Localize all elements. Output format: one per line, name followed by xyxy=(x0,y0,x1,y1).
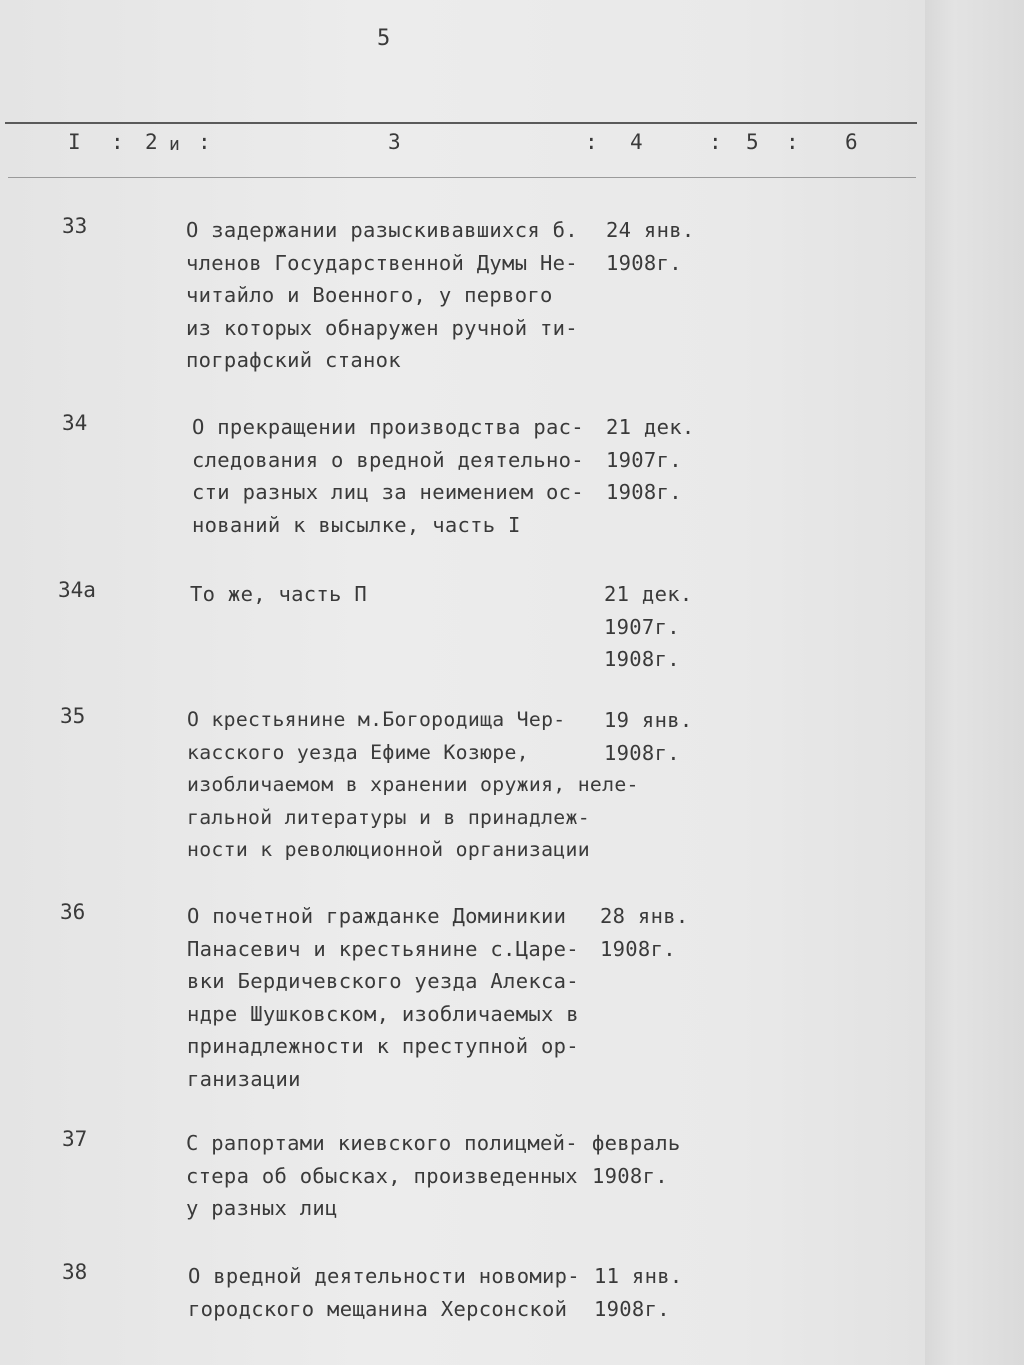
column-header-6: 6 xyxy=(845,130,858,154)
record-title: О крестьянине м.Богородища Чер- касского уезда Ефиме Козюре, изобличаемом в хранении оружия, неле- гальной литературы и в принадлеж- ности к революционной организации xyxy=(187,708,639,862)
column-header-1: I xyxy=(68,130,81,154)
record-number: 36 xyxy=(60,900,86,924)
column-header-3: 3 xyxy=(388,130,401,154)
record-title: То же, часть П xyxy=(190,582,367,606)
column-separator-3: : xyxy=(585,130,598,154)
record-title: О почетной гражданке Доминикии Панасевич и крестьянине с.Царе- вки Бердичевского уезда Алекса- ндре Шушковском, изобличаемых в принадлежности к преступной ор- ганизации xyxy=(187,904,579,1091)
record-dates: февраль 1908г. xyxy=(592,1131,681,1188)
record-title: О задержании разыскивавшихся б. членов Государственной Думы Не- читайло и Военного, у первого из которых обнаружен ручной ти- пографский станок xyxy=(186,218,578,373)
record-number: 34 xyxy=(62,411,88,435)
column-header-4: 4 xyxy=(630,130,643,154)
record-dates: 21 дек. 1907г. 1908г. xyxy=(606,415,695,505)
record-dates: 24 янв. 1908г. xyxy=(606,218,695,275)
column-separator-4: : xyxy=(709,130,722,154)
column-header-5: 5 xyxy=(746,130,759,154)
record-dates: 11 янв. 1908г. xyxy=(594,1264,683,1321)
page-number: 5 xyxy=(377,26,392,51)
record-number: 34а xyxy=(58,578,96,602)
header-rule-bottom xyxy=(8,177,916,178)
record-dates: 21 дек. 1907г. 1908г. xyxy=(604,582,693,672)
column-header-2-mark: и xyxy=(169,134,180,155)
header-rule-top xyxy=(5,122,917,124)
record-title: О прекращении производства рас- следования о вредной деятельно- сти разных лиц за неимением ос- нований к высылке, часть I xyxy=(192,415,584,537)
record-number: 38 xyxy=(62,1260,88,1284)
column-separator-1: : xyxy=(111,130,124,154)
record-dates: 19 янв. 1908г. xyxy=(604,708,693,765)
record-number: 33 xyxy=(62,214,88,238)
record-title: С рапортами киевского полицмей- стера об обысках, произведенных у разных лиц xyxy=(186,1131,578,1221)
record-title: О вредной деятельности новомир- городского мещанина Херсонской xyxy=(188,1264,580,1321)
record-number: 35 xyxy=(60,704,86,728)
record-dates: 28 янв. 1908г. xyxy=(600,904,689,961)
column-separator-2: : xyxy=(198,130,211,154)
record-number: 37 xyxy=(62,1127,88,1151)
column-header-2: 2 xyxy=(145,130,158,154)
column-separator-5: : xyxy=(786,130,799,154)
underlying-page-edge xyxy=(925,0,1024,1365)
